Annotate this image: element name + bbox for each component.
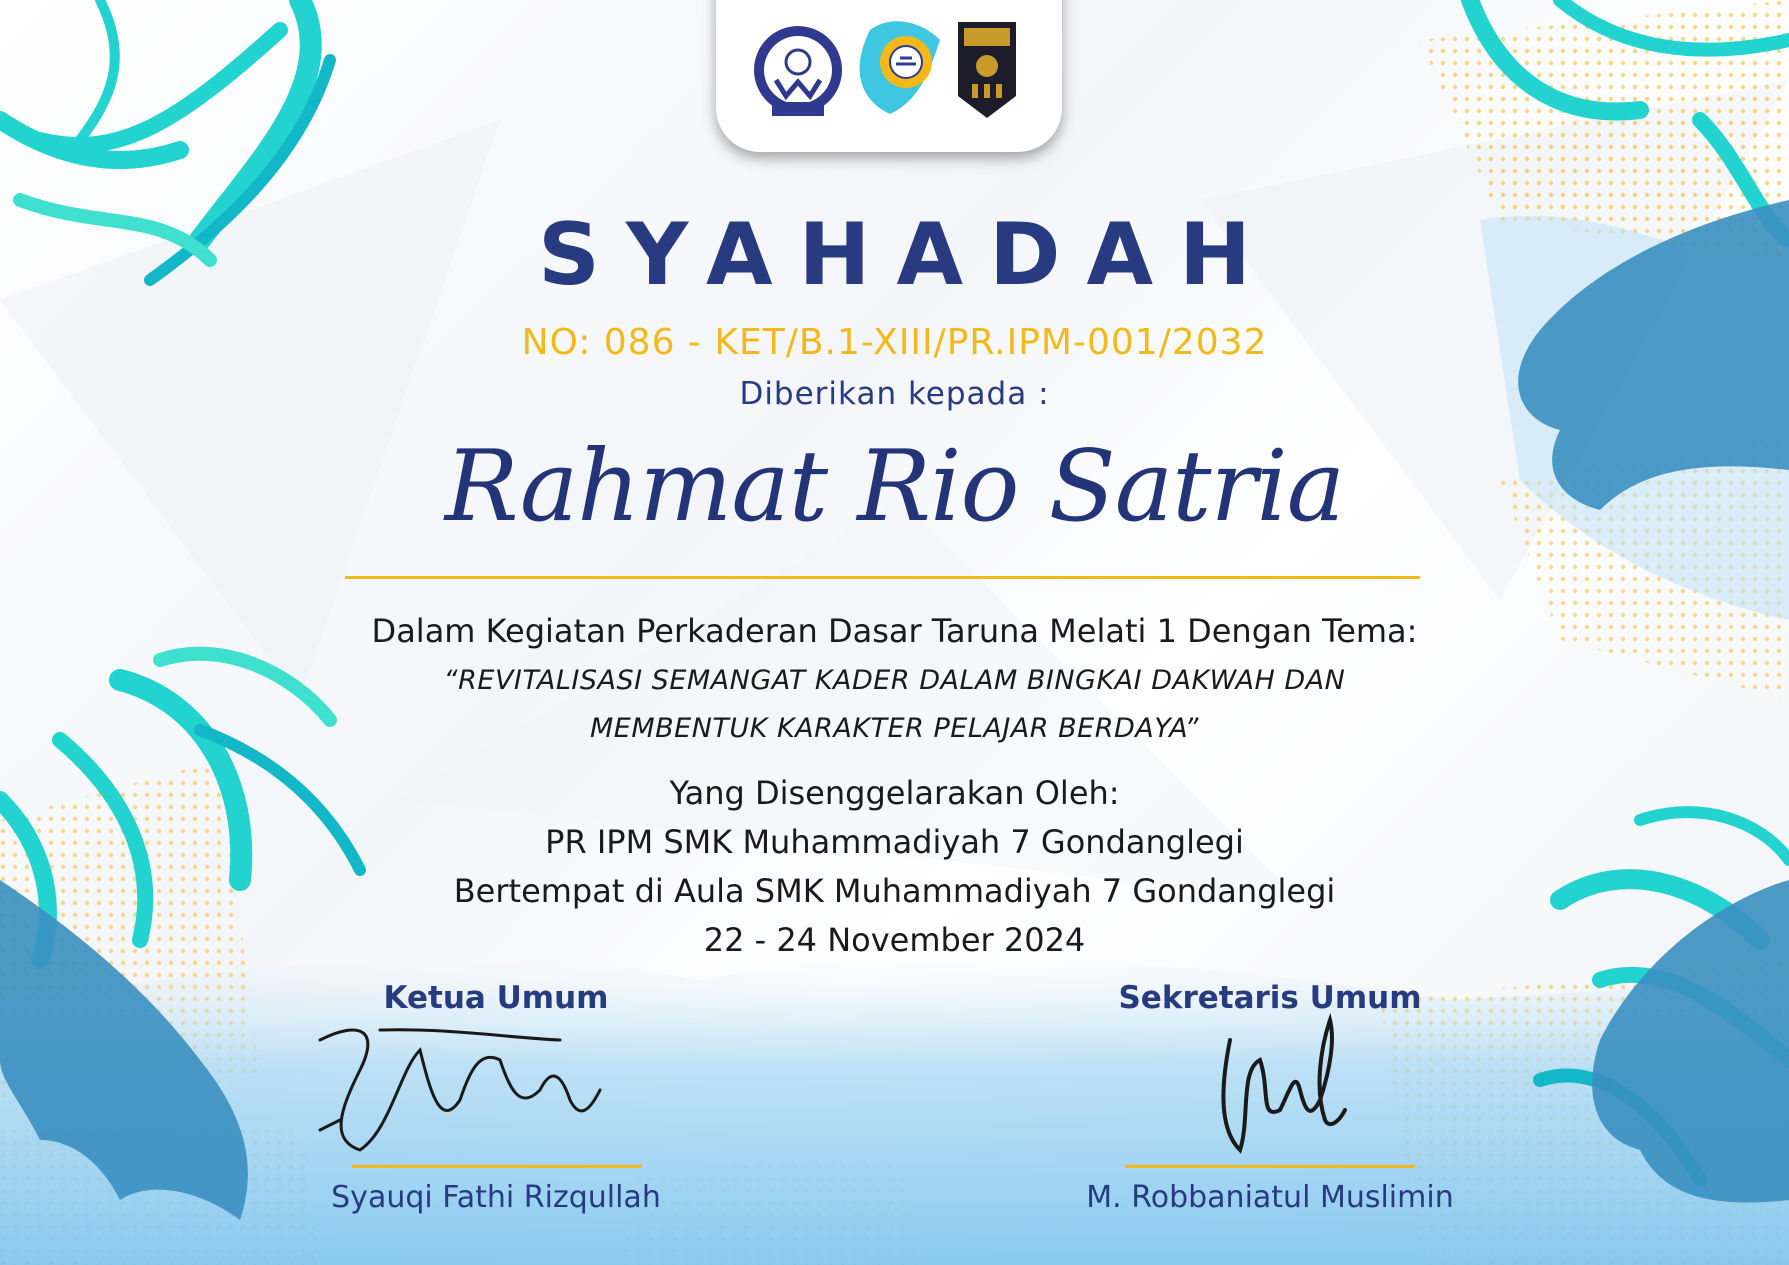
right-signature	[1200, 1010, 1360, 1160]
left-signatory-role: Ketua Umum	[383, 980, 609, 1016]
smk-muhammadiyah-logo	[746, 22, 850, 126]
venue: Bertempat di Aula SMK Muhammadiyah 7 Gondanglegi	[453, 872, 1336, 910]
left-signature	[300, 1010, 660, 1160]
certificate-title: SYAHADAH	[538, 205, 1277, 305]
logo-card	[716, 0, 1062, 152]
organizer-label: Yang Disenggelarakan Oleh:	[669, 774, 1120, 812]
organizer-name: PR IPM SMK Muhammadiyah 7 Gondanglegi	[545, 823, 1244, 861]
left-signature-line	[352, 1165, 642, 1168]
right-signature-line	[1125, 1165, 1415, 1168]
ipm-emblem-logo	[850, 10, 950, 122]
given-to-label: Diberikan kepada :	[739, 376, 1050, 412]
ipm-shield-logo	[954, 18, 1020, 122]
right-signatory-name: M. Robbaniatul Muslimin	[1086, 1180, 1454, 1215]
theme-line-2: MEMBENTUK KARAKTER PELAJAR BERDAYA”	[590, 713, 1199, 744]
left-signatory-name: Syauqi Fathi Rizqullah	[331, 1180, 661, 1215]
divider-line	[345, 576, 1420, 579]
certificate-number: NO: 086 - KET/B.1-XIII/PR.IPM-001/2032	[521, 322, 1268, 363]
recipient-name: Rahmat Rio Satria	[444, 430, 1345, 544]
event-description: Dalam Kegiatan Perkaderan Dasar Taruna Melati 1 Dengan Tema:	[371, 612, 1418, 650]
right-signatory-role: Sekretaris Umum	[1118, 980, 1422, 1016]
theme-line-1: “REVITALISASI SEMANGAT KADER DALAM BINGKAI DAKWAH DAN	[443, 665, 1346, 696]
event-date: 22 - 24 November 2024	[703, 921, 1086, 959]
